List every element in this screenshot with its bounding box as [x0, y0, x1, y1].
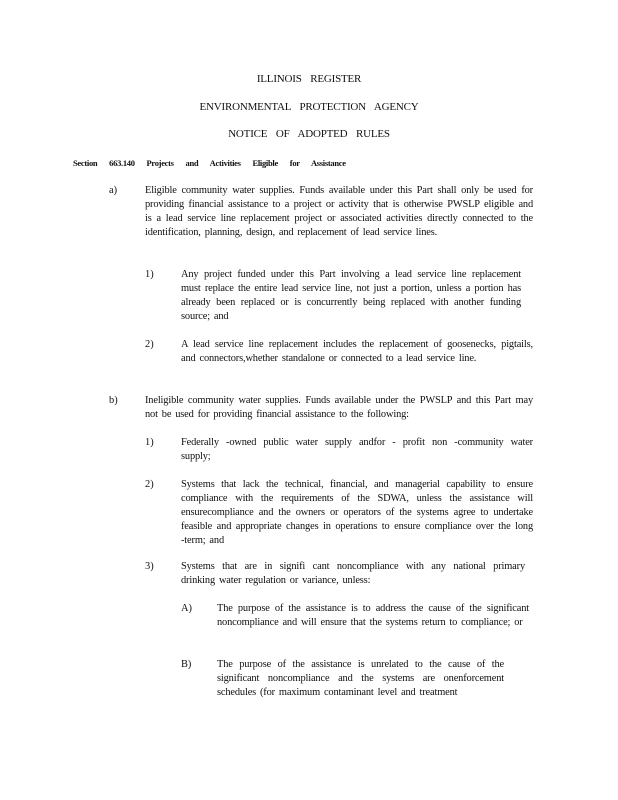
item-b2-text: Systems that lack the technical, financial, and managerial capability to ensure compliance with the requirements of the SDWA, unless the assistance will ensurecompliance and the owners or operators of the systems agree to undertake feasible and appropriate changes in operations to ensure compliance over the long -term; and [181, 479, 533, 546]
item-a2-text: A lead service line replacement includes the replacement of goosenecks, pigtails, and connectors,whether standalone or connected to a lead service line. [181, 339, 533, 364]
item-b2-label: 2) [145, 479, 154, 490]
item-b1-text: Federally -owned public water supply andfor - profit non -community water supply; [181, 437, 533, 462]
item-a2-label: 2) [145, 339, 154, 350]
item-b-text: Ineligible community water supplies. Funds available under the PWSLP and this Part may not be used for providing financial assistance to the following: [145, 395, 533, 420]
section-heading: Section 663.140 Projects and Activities Eligible for Assistance [73, 158, 346, 168]
item-b3b-text: The purpose of the assistance is unrelated to the cause of the significant noncompliance and the systems are onenforcement schedules (for maximum contaminant level and treatment [217, 659, 504, 698]
item-a-label: a) [109, 185, 118, 196]
item-b-label: b) [109, 395, 118, 406]
item-a1-label: 1) [145, 269, 154, 280]
item-b3-label: 3) [145, 561, 154, 572]
register-title: ILLINOIS REGISTER [256, 73, 362, 85]
item-b3a-label: A) [181, 603, 192, 614]
item-b3b-label: B) [181, 659, 192, 670]
notice-title: NOTICE OF ADOPTED RULES [228, 128, 390, 140]
item-a-text: Eligible community water supplies. Funds available under this Part shall only be used for providing financial assistance to a project or activity that is otherwise PWSLP eligible and is a lead service line replacement project or associated activities directly connected to the identification, planning, design, and replacement of lead service lines. [145, 185, 533, 238]
item-b3-text: Systems that are in signifi cant noncompliance with any national primary drinking water regulation or variance, unless: [181, 561, 525, 586]
item-a1-text: Any project funded under this Part involving a lead service line replacement must replace the entire lead service line, not just a portion, unless a portion has already been replaced or is concurrently being replaced with another funding source; and [181, 269, 521, 322]
agency-title: ENVIRONMENTAL PROTECTION AGENCY [199, 101, 419, 113]
item-b3a-text: The purpose of the assistance is to address the cause of the significant noncompliance and will ensure that the systems return to compliance; or [217, 603, 529, 628]
item-b1-label: 1) [145, 437, 154, 448]
